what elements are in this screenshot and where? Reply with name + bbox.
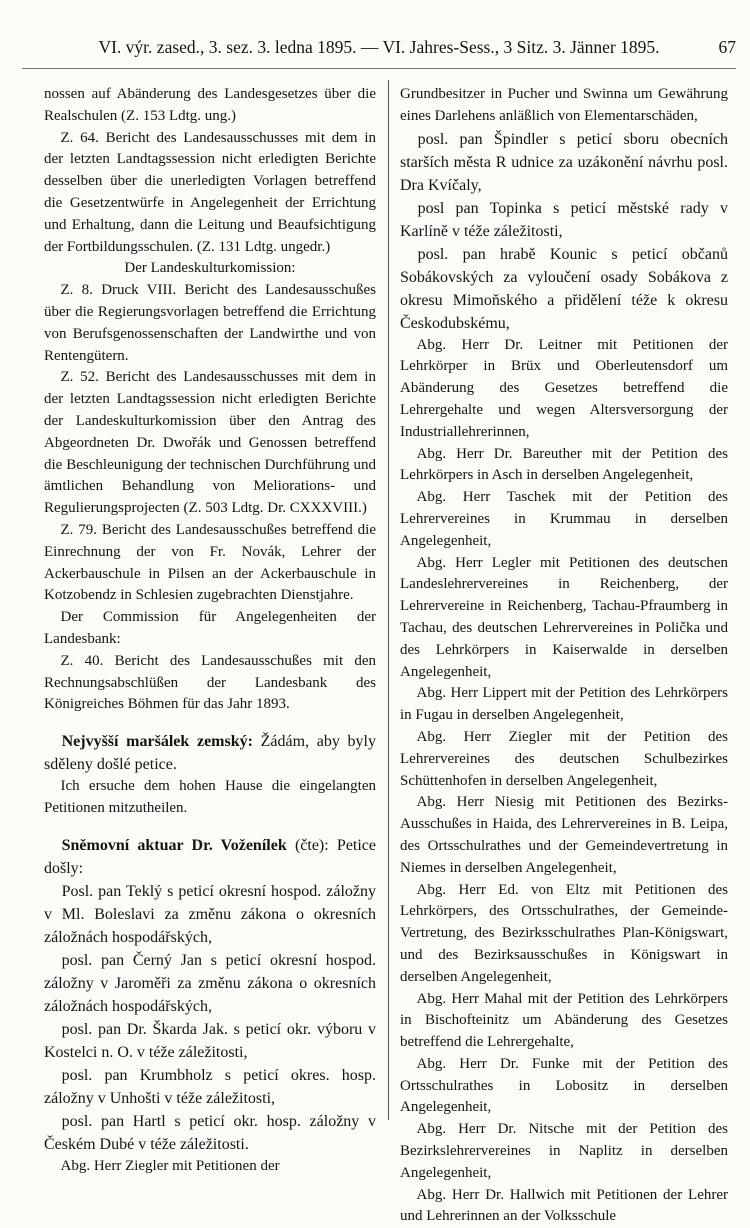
paragraph: Abg. Herr Dr. Funke mit der Petition des Ortsschulrathes in Lobositz in derselben Angelegenheit,: [400, 1055, 728, 1116]
paragraph: Z. 40. Bericht des Landesausschußes mit den Rechnungsabschlüßen der Landesbank des Königreiches Böhmen für das Jahr 1893.: [44, 652, 376, 713]
paragraph: posl. pan Černý Jan s peticí okresní hospod. záložny v Jaroměři za změnu zákona o okresních záložnách hospodářských,: [44, 951, 376, 1015]
speaker-name: Nejvyšší maršálek zemský:: [61, 733, 253, 751]
paragraph: posl. pan Krumbholz s peticí okres. hosp. záložny v Unhošti v téže záležitosti,: [44, 1066, 376, 1107]
paragraph: posl. pan Hartl s peticí okr. hosp. záložny v Českém Dubé v téže záležitosti.: [44, 1112, 376, 1153]
paragraph: Abg. Herr Taschek mit der Petition des Lehrervereines in Krummau in derselben Angelegenheit,: [400, 489, 728, 549]
speech-text: Žádám, aby byly sděleny došlé petice.: [44, 733, 377, 774]
paragraph: Z. 79. Bericht des Landesausschußes betreffend die Einrechnung der von Fr. Novák, Lehrer der Ackerbauschule in Pilsen an der Ackerbauschule in Kotzobendz in Schlesien zugebrachten Dienstjahre.: [44, 521, 376, 604]
column-divider: [388, 80, 389, 1120]
paragraph: Abg. Herr Dr. Leitner mit Petitionen der Lehrkörper in Brüx und Oberleutensdorf um Abänderung des Gesetzes betreffend die Lehrergehalte und wegen Altersversorgung der Industriallehrerinnen,: [400, 336, 728, 440]
paragraph: Abg. Herr Ziegler mit Petitionen der: [60, 1157, 280, 1174]
paragraph: Z. 64. Bericht des Landesausschusses mit dem in der letzten Landtagssession nicht erledigten Berichte desselben über die unerledigten Vorlagen betreffend die Gesetzentwürfe in Angelegenheit der Errichtung und Erhaltung, dann die Leitung und Beaufsichtigung der Fortbildungsschulen. (Z. 131 Ldtg. ungedr.): [44, 129, 376, 255]
paragraph: Abg. Herr Dr. Nitsche mit der Petition des Bezirkslehrervereines in Naplitz in derselben Angelegenheit,: [400, 1121, 728, 1181]
paragraph: Grundbesitzer in Pucher und Swinna um Gewährung eines Darlehens anläßlich von Elementarschäden,: [400, 86, 728, 124]
paragraph: Abg. Herr Lippert mit der Petition des Lehrkörpers in Fugau in derselben Angelegenheit,: [400, 685, 728, 724]
left-column: [44, 84, 376, 1178]
speaker-name: Sněmovní aktuar Dr. Voženílek: [61, 836, 287, 854]
paragraph: posl. pan hrabě Kounic s peticí občanů Sobákovských za vyloučení osady Sobákova z okresu Mimoňského a přidělení téže k okresu Českodubskému,: [400, 245, 728, 332]
paragraph: Abg. Herr Mahal mit der Petition des Lehrkörpers in Bischofteinitz um Abänderung des Gesetzes betreffend die Lehrergehalte,: [400, 990, 728, 1051]
paragraph: Z. 8. Druck VIII. Bericht des Landesausschußes über die Regierungsvorlagen betreffend die Errichtung von Berufsgenossenschaften der Landwirthe und von Rentengütern.: [44, 282, 376, 364]
running-header: [22, 34, 736, 60]
paragraph: posl. pan Dr. Škarda Jak. s peticí okr. výboru v Kostelci n. O. v téže záležitosti,: [44, 1020, 376, 1061]
paragraph: nossen auf Abänderung des Landesgesetzes über die Realschulen (Z. 153 Ldtg. ung.): [44, 86, 376, 124]
paragraph: Der Commission für Angelegenheiten der Landesbank:: [44, 609, 376, 647]
page-number: 67: [718, 37, 736, 57]
paragraph: Abg. Herr Dr. Hallwich mit Petitionen der Lehrer und Lehrerinnen an der Volksschule: [400, 1186, 728, 1225]
paragraph: Z. 52. Bericht des Landesausschusses mit dem in der letzten Landtagssession nicht erledigten Berichte der Landeskulturkomission über den Antrag des Abgeordneten Dr. Dwořák und Genossen betreffend die Beschleunigung der technischen Durchführung und ämtlichen Behandlung von Meliorations- und Regulierungsprojecten (Z. 503 Ldtg. Dr. CXXXVIII.): [44, 369, 376, 517]
paragraph: [44, 834, 376, 880]
paragraph: Abg. Herr Ed. von Eltz mit Petitionen des Lehrkörpers, des Ortsschulrathes, der Gemeinde-Vertretung, des Bezirksschulrathes Plan-Königswart, und des Bezirksausschußes in Königswart in derselben Angelegenheit,: [400, 881, 728, 985]
right-column: [400, 84, 728, 1228]
speech-text: (čte): Petice došly:: [44, 836, 377, 877]
paragraph: Posl. pan Teklý s peticí okresní hospod. záložny v Ml. Boleslavi za změnu zákona o okresních záložnách hospodářských,: [44, 882, 376, 946]
paragraph: Abg. Herr Dr. Bareuther mit der Petition des Lehrkörpers in Asch in derselben Angelegenheit,: [400, 445, 728, 484]
paragraph: Ich ersuche dem hohen Hause die eingelangten Petitionen mitzutheilen.: [44, 778, 376, 816]
paragraph: Abg. Herr Ziegler mit der Petition des Lehrervereines des deutschen Schulbezirkes Schüttenhofen in derselben Angelegenheit,: [400, 728, 728, 789]
paragraph: [44, 730, 376, 776]
paragraph: Abg. Herr Niesig mit Petitionen des Bezirks-Ausschußes in Haida, des Lehrervereines in B. Leipa, des Ortsschulrathes und der Gemeindevertretung in Niemes in derselben Angelegenheit,: [400, 794, 728, 876]
paragraph: posl. pan Špindler s peticí sboru obecních starších města R udnice za uzákonění návrhu posl. Dra Kvíčaly,: [400, 130, 728, 194]
header-rule: [22, 68, 736, 69]
paragraph: posl pan Topinka s peticí městské rady v Karlíně v téže záležitosti,: [400, 199, 728, 240]
paragraph: Abg. Herr Legler mit Petitionen des deutschen Landeslehrervereines in Reichenberg, der Lehrervereine in Reichenberg, Tachau-Pfraumberg in Tachau, des deutschen Lehrervereines in Polička und des Lehrkörpers in Kaiserwalde in derselben Angelegenheit,: [400, 554, 728, 680]
paragraph: Der Landeskulturkomission:: [124, 260, 296, 277]
running-head-text: VI. výr. zased., 3. sez. 3. ledna 1895. — VI. Jahres-Sess., 3 Sitz. 3. Jänner 1895.: [98, 37, 660, 57]
